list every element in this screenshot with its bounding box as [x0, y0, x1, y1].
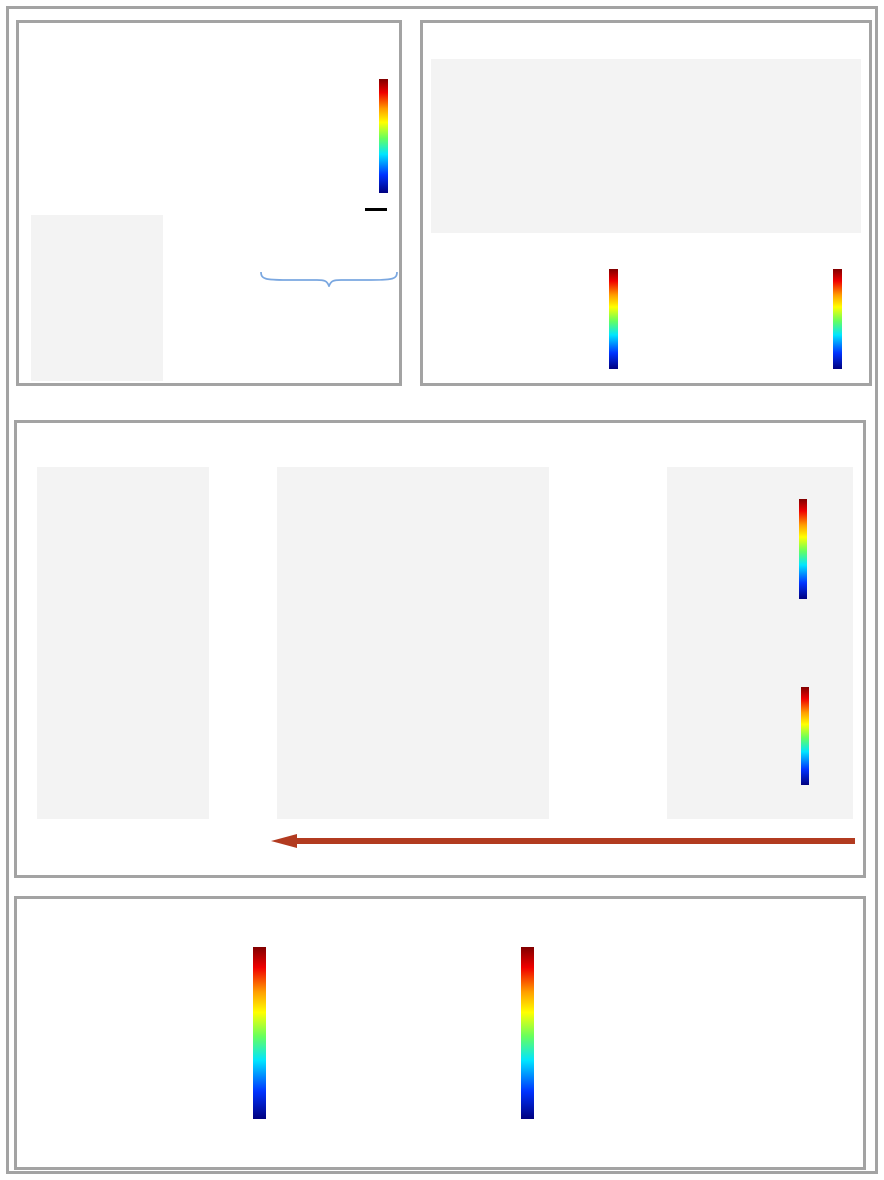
balloon-windkessel-label [153, 289, 305, 305]
arrow-down-icon [767, 221, 787, 263]
arrow-right-icon [637, 117, 679, 141]
arrow-a-to-b-icon [398, 110, 448, 138]
panel-b-inner-box [431, 59, 861, 233]
arrow-left-icon [565, 753, 623, 775]
arrow-b-to-c-icon [652, 384, 678, 422]
empirical-fc-yticks-c [669, 495, 691, 599]
simulated-fc-optimal-matrix-d [337, 947, 513, 1119]
empirical-sc-yticks-a [233, 75, 257, 195]
simulated-fc-optimal-yticks [303, 943, 331, 1121]
simulated-sc-optimal-matrix-d [73, 947, 245, 1119]
arrow-c-to-d-icon [426, 862, 452, 910]
arrow-down-icon [311, 283, 335, 329]
simulated-sc-stack-matrix [361, 692, 411, 813]
optimal-output-box [37, 467, 209, 819]
scalebar-line [365, 208, 387, 211]
simulated-fc-stack-matrix [509, 66, 555, 182]
empirical-sc-matrix-c [699, 687, 797, 785]
panel-a [16, 20, 402, 386]
arrow-right-icon [571, 531, 631, 555]
brain-network-image [23, 55, 215, 231]
colorbar-fc-d [521, 947, 534, 1119]
simulated-fc-single-matrix [589, 66, 635, 182]
coupling-correlation-plot [679, 65, 861, 229]
empirical-fc-matrix-b [503, 269, 605, 369]
microcircuit-diagram [37, 237, 157, 377]
colorbar-sc-c [801, 687, 809, 785]
simulated-sc-optimal-matrix-c [87, 703, 159, 842]
arrow-updown-icon [551, 223, 573, 267]
simulated-fc-optimal-matrix-c [87, 495, 157, 635]
neural-activity-trace [259, 227, 399, 265]
panel-c [14, 420, 866, 878]
empirical-sc-yticks-c [673, 683, 695, 785]
simulated-fc-single-matrix [459, 486, 505, 600]
simulated-sc-optimal-yticks [39, 943, 67, 1121]
panel-d [14, 896, 866, 1170]
update-sc-label [527, 709, 667, 728]
colorbar-sc-d [253, 947, 266, 1119]
bold-signal-trace [253, 327, 403, 383]
colorbar-fc-c [799, 499, 807, 599]
colorbar-sc-a [379, 79, 388, 193]
scalebar [365, 207, 387, 211]
microcircuit-box [31, 215, 163, 381]
empirical-fc-yticks-b [475, 265, 499, 371]
empirical-sc-matrix-a [261, 79, 375, 193]
simulated-fc-initial-matrix [727, 269, 829, 369]
arrow-up-icon [334, 625, 356, 671]
empirical-data-box [667, 467, 853, 819]
efc-vs-sfc-plot [583, 909, 873, 1163]
simulated-fc-stack-matrix [363, 484, 409, 598]
simulated-fc-initial-yticks [699, 265, 723, 371]
arrow-left-icon [217, 629, 269, 655]
colorbar-fc-b1 [609, 269, 618, 369]
iteration-box [277, 467, 549, 819]
simulated-sc-single-matrix [457, 696, 507, 817]
colorbar-fc-b2 [833, 269, 842, 369]
empirical-fc-matrix-c [695, 499, 795, 599]
tolerance-arrow-icon [269, 833, 859, 849]
panel-b [420, 20, 872, 386]
